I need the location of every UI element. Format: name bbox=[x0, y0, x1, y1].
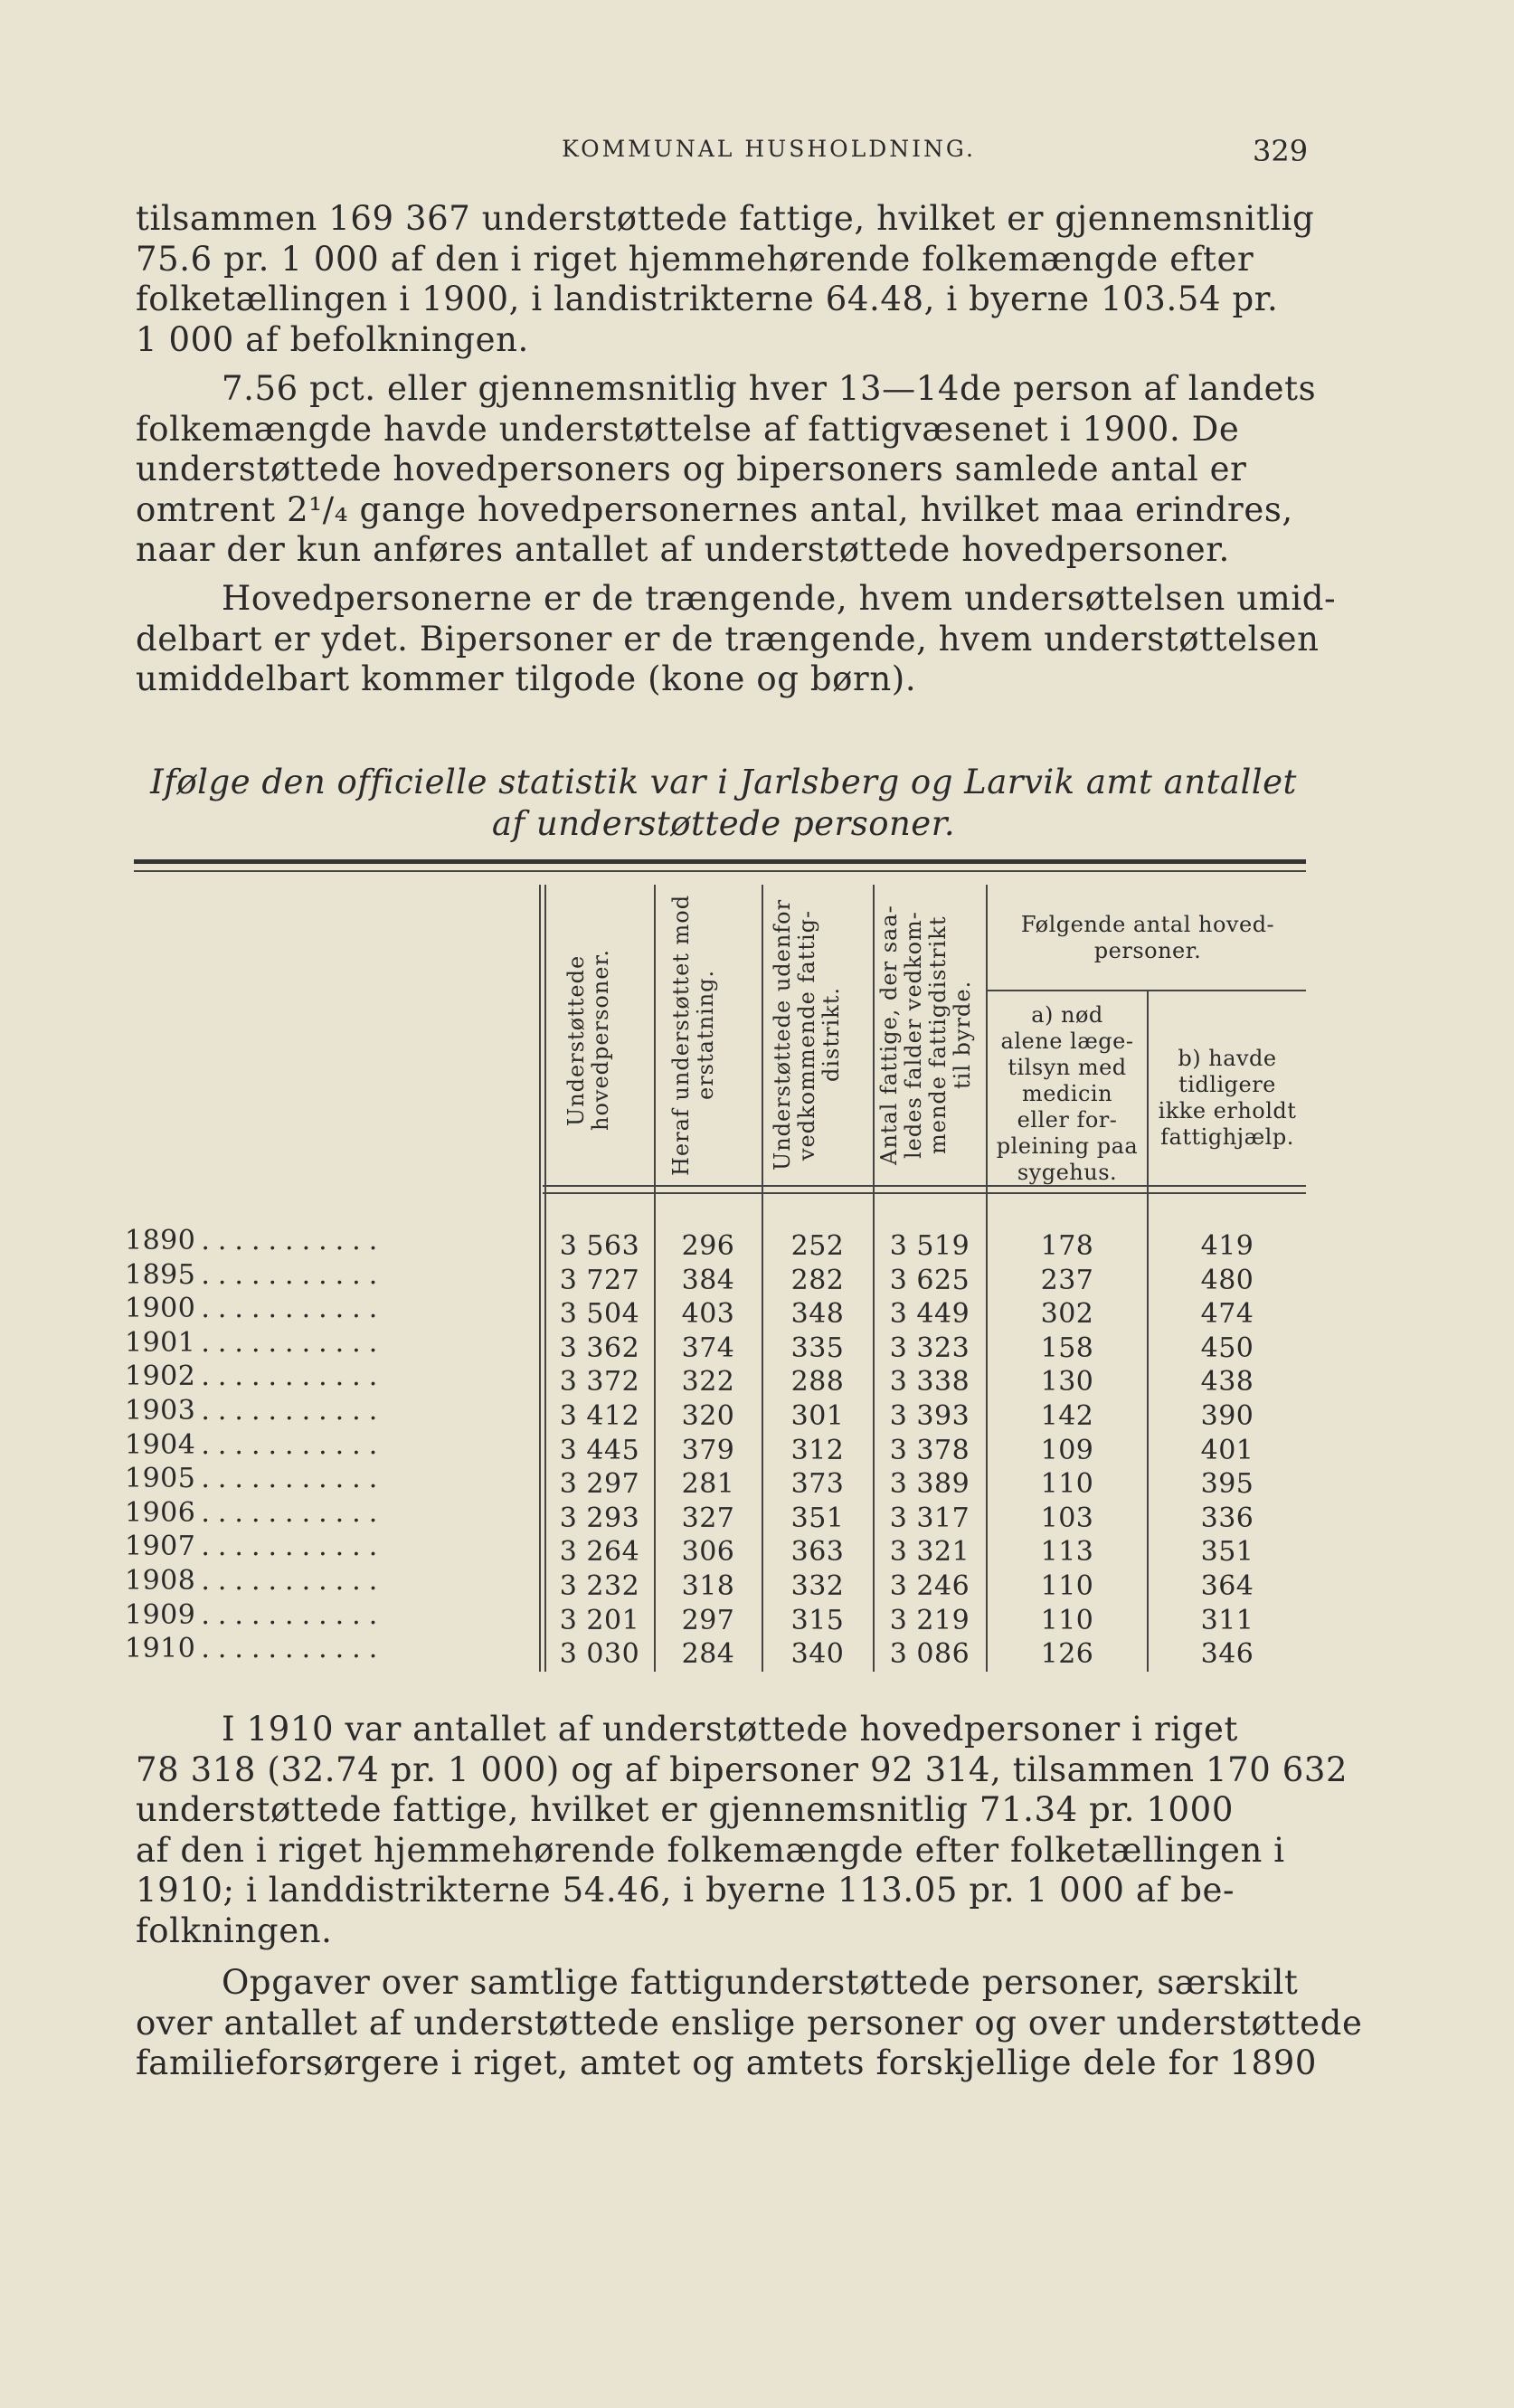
leader-dots: ........... bbox=[201, 1599, 386, 1631]
table-cell: 3 086 bbox=[889, 1638, 970, 1670]
running-title: KOMMUNAL HUSHOLDNING. bbox=[562, 136, 976, 162]
table-cell: 178 bbox=[1040, 1230, 1094, 1262]
table-cell: 3 362 bbox=[559, 1332, 640, 1364]
table-cell: 351 bbox=[790, 1503, 845, 1534]
table-cell: 336 bbox=[1200, 1503, 1254, 1534]
header-bottom-rule bbox=[543, 1185, 1306, 1187]
table-cell: 318 bbox=[681, 1570, 735, 1602]
table-cell: 126 bbox=[1040, 1638, 1094, 1670]
table-cell: 142 bbox=[1040, 1400, 1094, 1432]
text-line: 75.6 pr. 1 000 af den i riget hjemmehørende folkemængde efter bbox=[136, 239, 1254, 279]
table-cell: 322 bbox=[681, 1366, 735, 1398]
row-year-label bbox=[125, 1497, 385, 1529]
year-text: 1905 bbox=[125, 1463, 196, 1494]
table-cell: 288 bbox=[790, 1366, 845, 1398]
leader-dots: ........... bbox=[201, 1497, 386, 1529]
table-cell: 3 297 bbox=[559, 1468, 640, 1500]
table-cell: 320 bbox=[681, 1400, 735, 1432]
header-b-tidligere: b) havde tidligere ikke erholdt fattighjælp. bbox=[1158, 1046, 1297, 1150]
table-cell: 401 bbox=[1200, 1435, 1254, 1466]
leader-dots: ........... bbox=[201, 1531, 386, 1562]
text-line: folketællingen i 1900, i landistrikterne 64.48, i byerne 103.54 pr. bbox=[136, 280, 1279, 318]
table-cell: 384 bbox=[681, 1265, 735, 1296]
text-line: 1910; i landdistrikterne 54.46, i byerne 113.05 pr. 1 000 af be- bbox=[136, 1871, 1235, 1910]
table-cell: 302 bbox=[1040, 1298, 1094, 1330]
row-year-label bbox=[125, 1293, 385, 1324]
table-cell: 403 bbox=[681, 1298, 735, 1330]
row-year-label bbox=[125, 1225, 385, 1256]
text-line: understøttede fattige, hvilket er gjennemsnitlig 71.34 pr. 1000 bbox=[136, 1790, 1234, 1829]
year-text: 1907 bbox=[125, 1531, 196, 1562]
table-cell: 103 bbox=[1040, 1503, 1094, 1534]
header-antal-fattige: Antal fattige, der saa- ledes falder vedkom- mende fattigdistrikt til byrde. bbox=[876, 905, 975, 1165]
paragraph-four bbox=[136, 1710, 1348, 1951]
text-line: Hovedpersonerne er de trængende, hvem undersøttelsen umid- bbox=[222, 579, 1337, 618]
caption-line-1: Ifølge den officielle statistik var i Jarlsberg og Larvik amt antallet bbox=[150, 763, 1297, 801]
table-cell: 281 bbox=[681, 1468, 735, 1500]
text-line: 78 318 (32.74 pr. 1 000) og af bipersoner 92 314, tilsammen 170 632 bbox=[136, 1749, 1348, 1789]
row-year-label bbox=[125, 1327, 385, 1359]
group-header-rule bbox=[986, 990, 1306, 991]
table-cell: 3 625 bbox=[889, 1265, 970, 1296]
table-cell: 390 bbox=[1200, 1400, 1254, 1432]
year-text: 1909 bbox=[125, 1599, 196, 1631]
leader-dots: ........... bbox=[201, 1463, 386, 1494]
table-cell: 373 bbox=[790, 1468, 845, 1500]
leader-dots: ........... bbox=[201, 1429, 386, 1461]
table-second-rule bbox=[134, 870, 1306, 872]
leader-dots: ........... bbox=[201, 1293, 386, 1324]
table-cell: 3 293 bbox=[559, 1503, 640, 1534]
table-cell: 363 bbox=[790, 1536, 845, 1568]
table-cell: 296 bbox=[681, 1230, 735, 1262]
text-line: familieforsørgere i riget, amtet og amtets forskjellige dele for 1890 bbox=[136, 2043, 1317, 2082]
leader-dots: ........... bbox=[201, 1360, 386, 1392]
table-cell: 158 bbox=[1040, 1332, 1094, 1364]
table-cell: 419 bbox=[1200, 1230, 1254, 1262]
leader-dots: ........... bbox=[201, 1565, 386, 1597]
table-top-rule bbox=[134, 859, 1306, 864]
table-cell: 284 bbox=[681, 1638, 735, 1670]
text-line: 7.56 pct. eller gjennemsnitlig hver 13—14de person af landets bbox=[222, 369, 1317, 408]
table-cell: 3 393 bbox=[889, 1400, 970, 1432]
table-cell: 110 bbox=[1040, 1570, 1094, 1602]
text-line: naar der kun anføres antallet af understøttede hovedpersoner. bbox=[136, 530, 1230, 569]
year-text: 1902 bbox=[125, 1360, 196, 1392]
row-year-label bbox=[125, 1565, 385, 1597]
header-understottede-hovedpersoner: Understøttede hovedpersoner. bbox=[563, 949, 613, 1132]
table-cell: 480 bbox=[1200, 1265, 1254, 1296]
table-cell: 3 338 bbox=[889, 1366, 970, 1398]
table-cell: 311 bbox=[1200, 1605, 1254, 1636]
row-year-label bbox=[125, 1463, 385, 1494]
year-text: 1904 bbox=[125, 1429, 196, 1461]
table-cell: 327 bbox=[681, 1503, 735, 1534]
text-line: Opgaver over samtlige fattigunderstøttede personer, særskilt bbox=[222, 1963, 1299, 2002]
text-line: folkemængde havde understøttelse af fattigvæsenet i 1900. De bbox=[136, 409, 1240, 449]
text-line: omtrent 2¹/₄ gange hovedpersonernes antal, hvilket maa erindres, bbox=[136, 489, 1293, 529]
year-text: 1900 bbox=[125, 1293, 196, 1324]
intro-paragraph bbox=[136, 199, 1315, 360]
caption-line-2: af understøttede personer. bbox=[491, 804, 956, 843]
table-cell: 438 bbox=[1200, 1366, 1254, 1398]
table-cell: 297 bbox=[681, 1605, 735, 1636]
table-cell: 315 bbox=[790, 1605, 845, 1636]
table-cell: 252 bbox=[790, 1230, 845, 1262]
year-text: 1890 bbox=[125, 1225, 196, 1256]
table-caption bbox=[136, 762, 1311, 845]
text-line: umiddelbart kommer tilgode (kone og børn). bbox=[136, 659, 917, 698]
table-cell: 301 bbox=[790, 1400, 845, 1432]
leader-dots: ........... bbox=[201, 1633, 386, 1664]
table-cell: 340 bbox=[790, 1638, 845, 1670]
text-line: over antallet af understøttede enslige personer og over understøttede bbox=[136, 2003, 1363, 2043]
paragraph-five bbox=[136, 1963, 1363, 2084]
table-cell: 3 449 bbox=[889, 1298, 970, 1330]
row-year-label bbox=[125, 1259, 385, 1291]
table-cell: 109 bbox=[1040, 1435, 1094, 1466]
table-cell: 335 bbox=[790, 1332, 845, 1364]
page-number: 329 bbox=[1253, 134, 1309, 168]
table-cell: 3 389 bbox=[889, 1468, 970, 1500]
table-cell: 3 323 bbox=[889, 1332, 970, 1364]
row-year-label bbox=[125, 1429, 385, 1461]
table-cell: 237 bbox=[1040, 1265, 1094, 1296]
year-text: 1903 bbox=[125, 1395, 196, 1427]
table-cell: 130 bbox=[1040, 1366, 1094, 1398]
header-udenfor-distrikt: Understøttede udenfor vedkommende fattig- distrikt. bbox=[770, 898, 844, 1171]
table-cell: 395 bbox=[1200, 1468, 1254, 1500]
header-bottom-rule-2 bbox=[543, 1192, 1306, 1194]
table-cell: 312 bbox=[790, 1435, 845, 1466]
table-cell: 110 bbox=[1040, 1468, 1094, 1500]
table-cell: 474 bbox=[1200, 1298, 1254, 1330]
year-text: 1908 bbox=[125, 1565, 196, 1597]
table-cell: 3 504 bbox=[559, 1298, 640, 1330]
year-text: 1895 bbox=[125, 1259, 196, 1291]
row-year-label bbox=[125, 1395, 385, 1427]
paragraph-three bbox=[136, 579, 1337, 700]
table-cell: 374 bbox=[681, 1332, 735, 1364]
table-cell: 3 264 bbox=[559, 1536, 640, 1568]
table-cell: 450 bbox=[1200, 1332, 1254, 1364]
table-cell: 110 bbox=[1040, 1605, 1094, 1636]
table-cell: 3 219 bbox=[889, 1605, 970, 1636]
table-cell: 332 bbox=[790, 1570, 845, 1602]
table-cell: 3 519 bbox=[889, 1230, 970, 1262]
text-line: af den i riget hjemmehørende folkemængde efter folketællingen i bbox=[136, 1830, 1285, 1870]
table-cell: 3 412 bbox=[559, 1400, 640, 1432]
leader-dots: ........... bbox=[201, 1395, 386, 1427]
text-line: delbart er ydet. Bipersoner er de trængende, hvem understøttelsen bbox=[136, 619, 1320, 659]
row-year-label bbox=[125, 1531, 385, 1562]
text-line: tilsammen 169 367 understøttede fattige, hvilket er gjennemsnitlig bbox=[136, 199, 1315, 238]
table-cell: 3 030 bbox=[559, 1638, 640, 1670]
row-year-label bbox=[125, 1599, 385, 1631]
table-cell: 3 378 bbox=[889, 1435, 970, 1466]
leader-dots: ........... bbox=[201, 1327, 386, 1359]
table-cell: 3 317 bbox=[889, 1503, 970, 1534]
table-cell: 3 246 bbox=[889, 1570, 970, 1602]
text-line: 1 000 af befolkningen. bbox=[136, 319, 529, 359]
table-cell: 282 bbox=[790, 1265, 845, 1296]
text-line: folkningen. bbox=[136, 1910, 333, 1950]
year-text: 1906 bbox=[125, 1497, 196, 1529]
text-line: I 1910 var antallet af understøttede hovedpersoner i riget bbox=[222, 1710, 1238, 1749]
table-cell: 3 563 bbox=[559, 1230, 640, 1262]
row-year-label bbox=[125, 1360, 385, 1392]
table-cell: 306 bbox=[681, 1536, 735, 1568]
row-year-label bbox=[125, 1633, 385, 1664]
table-cell: 346 bbox=[1200, 1638, 1254, 1670]
leader-dots: ........... bbox=[201, 1259, 386, 1291]
year-text: 1901 bbox=[125, 1327, 196, 1359]
table-cell: 3 445 bbox=[559, 1435, 640, 1466]
header-heraf-erstatning: Heraf understøttet mod erstatning. bbox=[668, 894, 718, 1176]
leader-dots: ........... bbox=[201, 1225, 386, 1256]
year-text: 1910 bbox=[125, 1633, 196, 1664]
column-divider bbox=[539, 885, 541, 1672]
header-a-laegetilsyn: a) nød alene læge- tilsyn med medicin eller for- pleining paa sygehus. bbox=[996, 1002, 1139, 1185]
table-cell: 113 bbox=[1040, 1536, 1094, 1568]
text-line: understøttede hovedpersoners og bipersoners samlede antal er bbox=[136, 450, 1247, 488]
table-cell: 3 321 bbox=[889, 1536, 970, 1568]
table-cell: 3 372 bbox=[559, 1366, 640, 1398]
table-cell: 364 bbox=[1200, 1570, 1254, 1602]
table-cell: 379 bbox=[681, 1435, 735, 1466]
header-group-hovedpersoner: Følgende antal hoved- personer. bbox=[1020, 912, 1275, 963]
table-cell: 3 232 bbox=[559, 1570, 640, 1602]
table-cell: 3 201 bbox=[559, 1605, 640, 1636]
table-cell: 348 bbox=[790, 1298, 845, 1330]
table-cell: 351 bbox=[1200, 1536, 1254, 1568]
paragraph-two bbox=[136, 369, 1317, 571]
table-cell: 3 727 bbox=[559, 1265, 640, 1296]
